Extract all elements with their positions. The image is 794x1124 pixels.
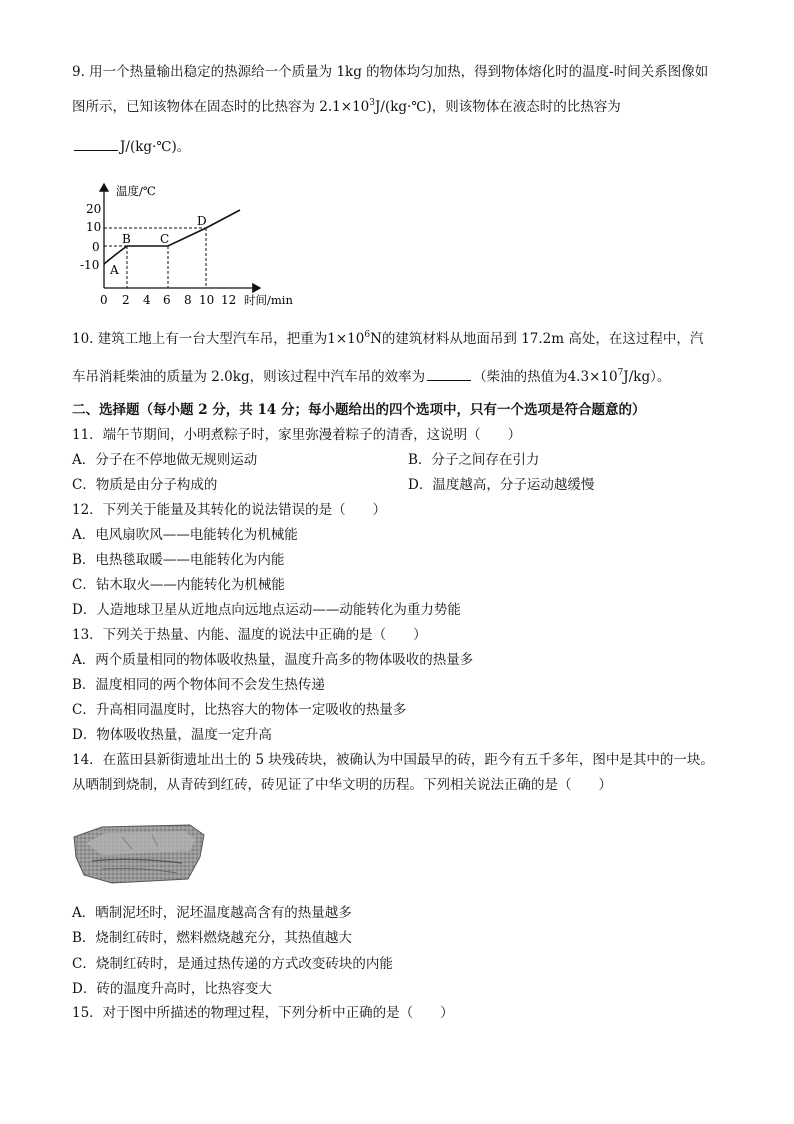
q14-option-b[interactable]: B．烧制红砖时，燃料燃烧越充分，其热值越大 bbox=[72, 930, 352, 946]
q10-weight-value: $1\times 10^6N$ bbox=[327, 330, 382, 347]
point-d-label: D bbox=[197, 214, 207, 228]
q13-option-b[interactable]: B．温度相同的两个物体间不会发生热传递 bbox=[72, 677, 325, 693]
xtick-0: 0 bbox=[100, 293, 108, 307]
ytick-0: 0 bbox=[92, 240, 100, 254]
q9-line3: J/(kg·℃)。 bbox=[72, 136, 190, 157]
q9-specific-heat-value: $2.1\times 10^3J/(kg\cdot℃)$ bbox=[319, 98, 432, 115]
xtick-2: 2 bbox=[122, 293, 130, 307]
q14-stem-line2: 从晒制到烧制，从青砖到红砖，砖见证了中华文明的历程。下列相关说法正确的是（ ） bbox=[72, 777, 612, 793]
y-axis-label: 温度/℃ bbox=[116, 184, 156, 198]
q10-answer-blank[interactable] bbox=[427, 366, 471, 381]
point-a-label: A bbox=[110, 263, 119, 277]
q11-stem: 11．端午节期间，小明煮粽子时，家里弥漫着粽子的清香，这说明（ ） bbox=[72, 427, 522, 443]
ytick-20: 20 bbox=[86, 202, 102, 216]
q14-option-c[interactable]: C．烧制红砖时，是通过热传递的方式改变砖块的内能 bbox=[72, 956, 393, 972]
q10-heat-value: $4.3\times 10^7J/kg$ bbox=[567, 368, 651, 385]
q11-option-a[interactable]: A．分子在不停地做无规则运动 bbox=[72, 452, 258, 468]
brick-image bbox=[72, 817, 208, 889]
point-b-label: B bbox=[122, 232, 131, 246]
q10-line1: 10. 建筑工地上有一台大型汽车吊，把重为$1\times 10^6N$的建筑材料从地面吊到 17.2m 高处，在这过程中，汽 bbox=[72, 330, 704, 347]
q14-option-d[interactable]: D．砖的温度升高时，比热容变大 bbox=[72, 981, 272, 997]
q11-option-b[interactable]: B．分子之间存在引力 bbox=[408, 452, 540, 468]
q9-line2-tail: ，则该物体在液态时的比热容为 bbox=[431, 99, 621, 115]
ytick-neg10: -10 bbox=[80, 258, 100, 272]
xtick-6: 6 bbox=[163, 293, 171, 307]
q12-option-d[interactable]: D．人造地球卫星从近地点向远地点运动——动能转化为重力势能 bbox=[72, 602, 461, 618]
q13-option-d[interactable]: D．物体吸收热量，温度一定升高 bbox=[72, 727, 272, 743]
q9-answer-blank[interactable] bbox=[74, 136, 118, 151]
xtick-10: 10 bbox=[199, 293, 215, 307]
q9-line2 bbox=[72, 97, 621, 117]
temperature-time-graph bbox=[80, 178, 320, 308]
q13-stem: 13．下列关于热量、内能、温度的说法中正确的是（ ） bbox=[72, 627, 427, 643]
q15-stem: 15．对于图中所描述的物理过程，下列分析中正确的是（ ） bbox=[72, 1005, 454, 1021]
q12-option-b[interactable]: B．电热毯取暖——电能转化为内能 bbox=[72, 552, 285, 568]
q13-option-c[interactable]: C．升高相同温度时，比热容大的物体一定吸收的热量多 bbox=[72, 702, 407, 718]
xtick-8: 8 bbox=[184, 293, 192, 307]
q9-unit: J/(kg·℃) bbox=[120, 139, 177, 155]
q9-line1: 9. 用一个热量输出稳定的热源给一个质量为 1kg 的物体均匀加热，得到物体熔化时的温度-时间关系图像如 bbox=[72, 64, 709, 80]
x-axis-label: 时间/min bbox=[244, 293, 293, 307]
section-heading: 二、选择题（每小题 2 分，共 14 分；每小题给出的四个选项中，只有一个选项是符合题意的） bbox=[72, 402, 646, 418]
q12-stem: 12．下列关于能量及其转化的说法错误的是（ ） bbox=[72, 502, 387, 518]
q12-option-c[interactable]: C．钻木取火——内能转化为机械能 bbox=[72, 577, 285, 593]
q9-line2-text: 图所示，已知该物体在固态时的比热容为 bbox=[72, 99, 320, 115]
q13-option-a[interactable]: A．两个质量相同的物体吸收热量，温度升高多的物体吸收的热量多 bbox=[72, 652, 474, 668]
q14-option-a[interactable]: A．晒制泥坯时，泥坯温度越高含有的热量越多 bbox=[72, 905, 352, 921]
q11-option-c[interactable]: C．物质是由分子构成的 bbox=[72, 477, 218, 493]
q11-option-d[interactable]: D．温度越高，分子运动越缓慢 bbox=[408, 477, 595, 493]
q14-stem-line1: 14．在蓝田县新街遗址出土的 5 块残砖块，被确认为中国最早的砖，距今有五千多年，图中是其中的一块。 bbox=[72, 752, 714, 768]
q10-line2: 车吊消耗柴油的质量为 2.0kg，则该过程中汽车吊的效率为 （柴油的热值为$4.3\times 10^7J/kg$）。 bbox=[72, 368, 671, 385]
ytick-10: 10 bbox=[86, 220, 102, 234]
xtick-12: 12 bbox=[221, 293, 237, 307]
xtick-4: 4 bbox=[143, 293, 151, 307]
q12-option-a[interactable]: A．电风扇吹风——电能转化为机械能 bbox=[72, 527, 298, 543]
point-c-label: C bbox=[160, 232, 170, 246]
